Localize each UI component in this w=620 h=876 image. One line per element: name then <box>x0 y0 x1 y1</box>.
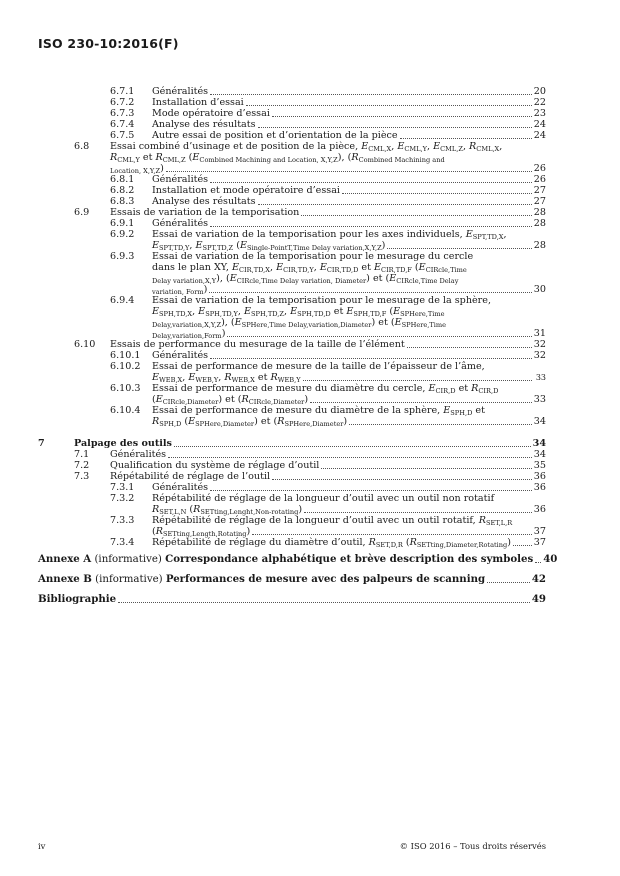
toc-entry-6-7-4[interactable]: 6.7.4 Analyse des résultats 24 <box>110 119 546 130</box>
toc-entry-6-8-3[interactable]: 6.8.3 Analyse des résultats 27 <box>110 196 546 207</box>
toc-entry-6-9-4[interactable]: 6.9.4 Essai de variation de la temporisation pour le mesurage de la sphère, $E_{SPH,TD,X}$, $E_{SPH,TD,Y}$, $E_{SPH,TD,Z}$, $E_{SPH,TD,D}$ et $E_{SPH,TD,F}$ ($E_{SPHere,Time}$ $_{Delay,variation,X,Y,Z}$), $(E_{SPHere,Time Delay,variation,Diameter})$ et ($E_{SPHere,Time}$ $_{Delay,variation,Form}$) 31 <box>110 295 546 340</box>
page-number: 36 <box>533 471 546 482</box>
toc-entry-7-2[interactable]: 7.2 Qualification du système de réglage d’outil 35 <box>74 460 546 471</box>
toc-entry-6-10[interactable]: 6.10 Essais de performance du mesurage de la taille de l’élément 32 <box>74 339 546 350</box>
page-number: 30 <box>533 284 546 295</box>
page-number: 31 <box>533 328 546 339</box>
toc-entry-6-10-2[interactable]: 6.10.2 Essai de performance de mesure de la taille de l’épaisseur de l’âme, $E_{WEB,X}$, $E_{WEB,Y}$, $R_{WEB,X}$ et $R_{WEB,Y}$ 33 <box>110 361 546 384</box>
page-number: 28 <box>533 207 546 218</box>
page-number: 42 <box>531 573 546 585</box>
page-number: 26 <box>533 163 546 174</box>
page-number: 37 <box>533 537 546 548</box>
page-number: 24 <box>533 119 546 130</box>
page-number: 49 <box>531 593 546 605</box>
page-number: 27 <box>533 196 546 207</box>
toc-entry-6-9-1[interactable]: 6.9.1 Généralités 28 <box>110 218 546 229</box>
toc-entry-7-3[interactable]: 7.3 Répétabilité de réglage de l’outil 36 <box>74 471 546 482</box>
page-number: 27 <box>533 185 546 196</box>
toc-entry-annex-b[interactable]: Annexe B (informative) Performances de mesure avec des palpeurs de scanning 42 <box>38 573 546 585</box>
page-number: 32 <box>533 339 546 350</box>
toc-entry-6-7-5[interactable]: 6.7.5 Autre essai de position et d’orientation de la pièce 24 <box>110 130 546 141</box>
page-number: 22 <box>533 97 546 108</box>
toc-entry-6-7-3[interactable]: 6.7.3 Mode opératoire d’essai 23 <box>110 108 546 119</box>
page-number: 33 <box>533 394 546 405</box>
page-number: 33 <box>535 373 546 382</box>
toc-entry-6-10-3[interactable]: 6.10.3 Essai de performance de mesure du diamètre du cercle, $E_{CIR,D}$ et $R_{CIR,D}$ $(E_{CIRcle,Diameter})$ et $(R_{CIRcle,Diameter})$ 33 <box>110 383 546 406</box>
toc-entry-7-3-2[interactable]: 7.3.2 Répétabilité de réglage de la longueur d’outil avec un outil non rotatif $R_{SET,L,N}$ $(R_{SETting,Lenght,Non-rotating})$ 36 <box>110 493 546 516</box>
page-number: 37 <box>533 526 546 537</box>
page-number: 36 <box>533 504 546 515</box>
toc-entry-6-7-1[interactable]: 6.7.1 Généralités 20 <box>110 86 546 97</box>
toc-entry-7-3-3[interactable]: 7.3.3 Répétabilité de réglage de la longueur d’outil avec un outil rotatif, $R_{SET,L,R}$ $(R_{SETting,Length,Rotating})$ 37 <box>110 515 546 538</box>
page-number: 34 <box>532 438 546 449</box>
page-number: 28 <box>533 218 546 229</box>
page-number: 36 <box>533 482 546 493</box>
toc-entry-7[interactable]: 7 Palpage des outils 34 <box>38 438 546 449</box>
toc-entry-annex-a[interactable]: Annexe A (informative) Correspondance alphabétique et brève description des symboles 40 <box>38 553 558 565</box>
page-number: 32 <box>533 350 546 361</box>
page-number: 40 <box>543 553 558 565</box>
page-number: 26 <box>533 174 546 185</box>
toc-entry-6-9-3[interactable]: 6.9.3 Essai de variation de la temporisation pour le mesurage du cercle dans le plan XY, $E_{CIR,TD,X}$, $E_{CIR,TD,Y}$, $E_{CIR,TD,D}$ et $E_{CIR,TD,F}$ ($E_{CIRcle,Time}$ $_{Delay variation,X,Y}$), $(E_{CIRcle,Time Delay variation, Diameter})$ et ($E_{CIRcle,Time Delay}$ $_{variation, Form}$) 30 <box>110 251 546 296</box>
toc-entry-6-10-1[interactable]: 6.10.1 Généralités 32 <box>110 350 546 361</box>
toc-entry-6-7-2[interactable]: 6.7.2 Installation d’essai 22 <box>110 97 546 108</box>
toc-entry-6-10-4[interactable]: 6.10.4 Essai de performance de mesure du diamètre de la sphère, $E_{SPH,D}$ et $R_{SPH,D}$ $(E_{SPHere,Diameter})$ et $(R_{SPHere,Diameter})$ 34 <box>110 405 546 428</box>
table-of-contents <box>38 86 558 605</box>
page-number: 23 <box>533 108 546 119</box>
toc-entry-7-3-1[interactable]: 7.3.1 Généralités 36 <box>110 482 546 493</box>
page-number: 34 <box>533 449 546 460</box>
toc-entry-6-8-1[interactable]: 6.8.1 Généralités 26 <box>110 174 546 185</box>
page-number: 28 <box>533 240 546 251</box>
toc-entry-6-8[interactable]: 6.8 Essai combiné d’usinage et de position de la pièce, $E_{CML,X}$, $E_{CML,Y}$, $E_{CML,Z}$, $R_{CML,X}$, $R_{CML,Y}$ et $R_{CML,Z}$ $(E_{Combined Machining and Location, X,Y,Z})$, ($R_{Combined Machining and}$ $_{Location, X,Y,Z}$) 26 <box>74 141 546 175</box>
toc-entry-7-1[interactable]: 7.1 Généralités 34 <box>74 449 546 460</box>
page-number: 24 <box>533 130 546 141</box>
page-number: 20 <box>533 86 546 97</box>
footer-page-number: iv <box>38 841 46 851</box>
footer-copyright: © ISO 2016 – Tous droits réservés <box>399 841 546 851</box>
toc-entry-6-8-2[interactable]: 6.8.2 Installation et mode opératoire d’essai 27 <box>110 185 546 196</box>
toc-entry-6-9[interactable]: 6.9 Essais de variation de la temporisation 28 <box>74 207 546 218</box>
toc-entry-7-3-4[interactable]: 7.3.4 Répétabilité de réglage du diamètre d’outil, $R_{SET,D,R}$ $(R_{SETting,Diameter,Rotating})$ 37 <box>110 537 546 549</box>
document-header: ISO 230-10:2016(F) <box>38 36 179 51</box>
toc-entry-6-9-2[interactable]: 6.9.2 Essai de variation de la temporisation pour les axes individuels, $E_{SPT,TD,X}$, $E_{SPT,TD,Y}$, $E_{SPT,TD,Z}$ $(E_{Single-PointT,Time Delay variation,X,Y,Z})$ 28 <box>110 229 546 252</box>
page-number: 34 <box>533 416 546 427</box>
page-number: 35 <box>533 460 546 471</box>
toc-entry-bibliographie[interactable]: Bibliographie 49 <box>38 593 546 605</box>
